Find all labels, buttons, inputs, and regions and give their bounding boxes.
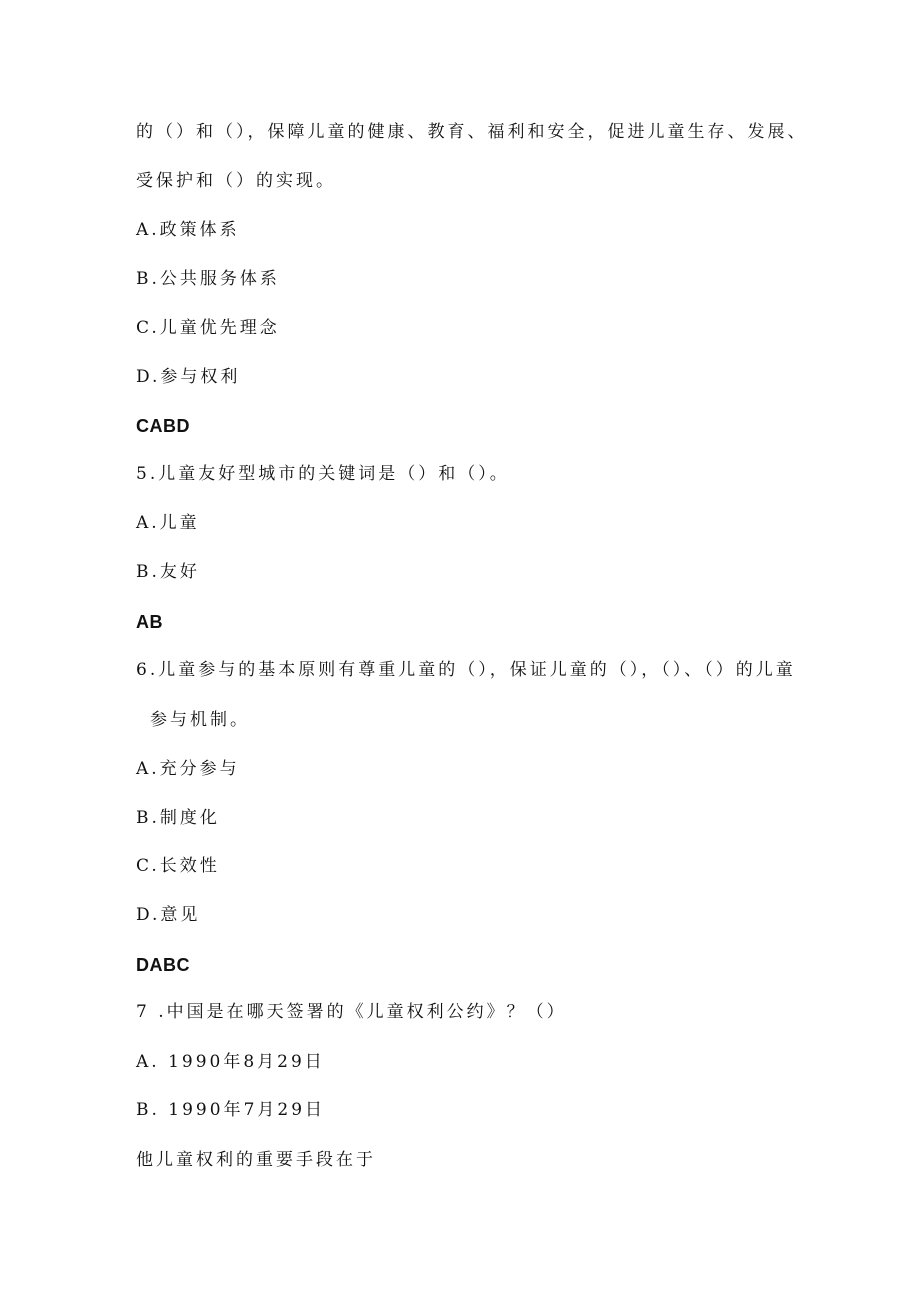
question-4-option-c: C.儿童优先理念: [136, 318, 280, 338]
question-7-option-a: A. 1990年8月29日: [136, 1052, 325, 1072]
question-4-option-b: B.公共服务体系: [136, 269, 280, 289]
question-5-text: 5.儿童友好型城市的关键词是（）和（）。: [136, 464, 510, 484]
question-6-option-a: A.充分参与: [136, 759, 240, 779]
question-4-text-line-2: 受保护和（）的实现。: [136, 171, 336, 191]
question-6-option-b: B.制度化: [136, 808, 220, 828]
trailing-text: 他儿童权利的重要手段在于: [136, 1150, 376, 1170]
question-4-option-d: D.参与权利: [136, 367, 241, 387]
question-5-answer: AB: [136, 612, 163, 632]
question-7-option-b: B. 1990年7月29日: [136, 1100, 326, 1120]
question-6-answer: DABC: [136, 955, 190, 975]
question-6-text-line-2: 参与机制。: [150, 710, 250, 730]
question-7-text: 7 .中国是在哪天签署的《儿童权利公约》？（）: [136, 1002, 567, 1022]
question-4-option-a: A.政策体系: [136, 220, 240, 240]
question-4-text-line-1: 的（）和（），保障儿童的健康、教育、福利和安全，促进儿童生存、发展、: [136, 122, 808, 142]
question-4-answer: CABD: [136, 416, 190, 436]
question-5-option-b: B.友好: [136, 562, 200, 582]
question-6-text-line-1: 6.儿童参与的基本原则有尊重儿童的（），保证儿童的（），（）、（）的儿童: [136, 660, 796, 680]
question-5-option-a: A.儿童: [136, 513, 200, 533]
question-6-option-d: D.意见: [136, 905, 201, 925]
question-6-option-c: C.长效性: [136, 856, 220, 876]
